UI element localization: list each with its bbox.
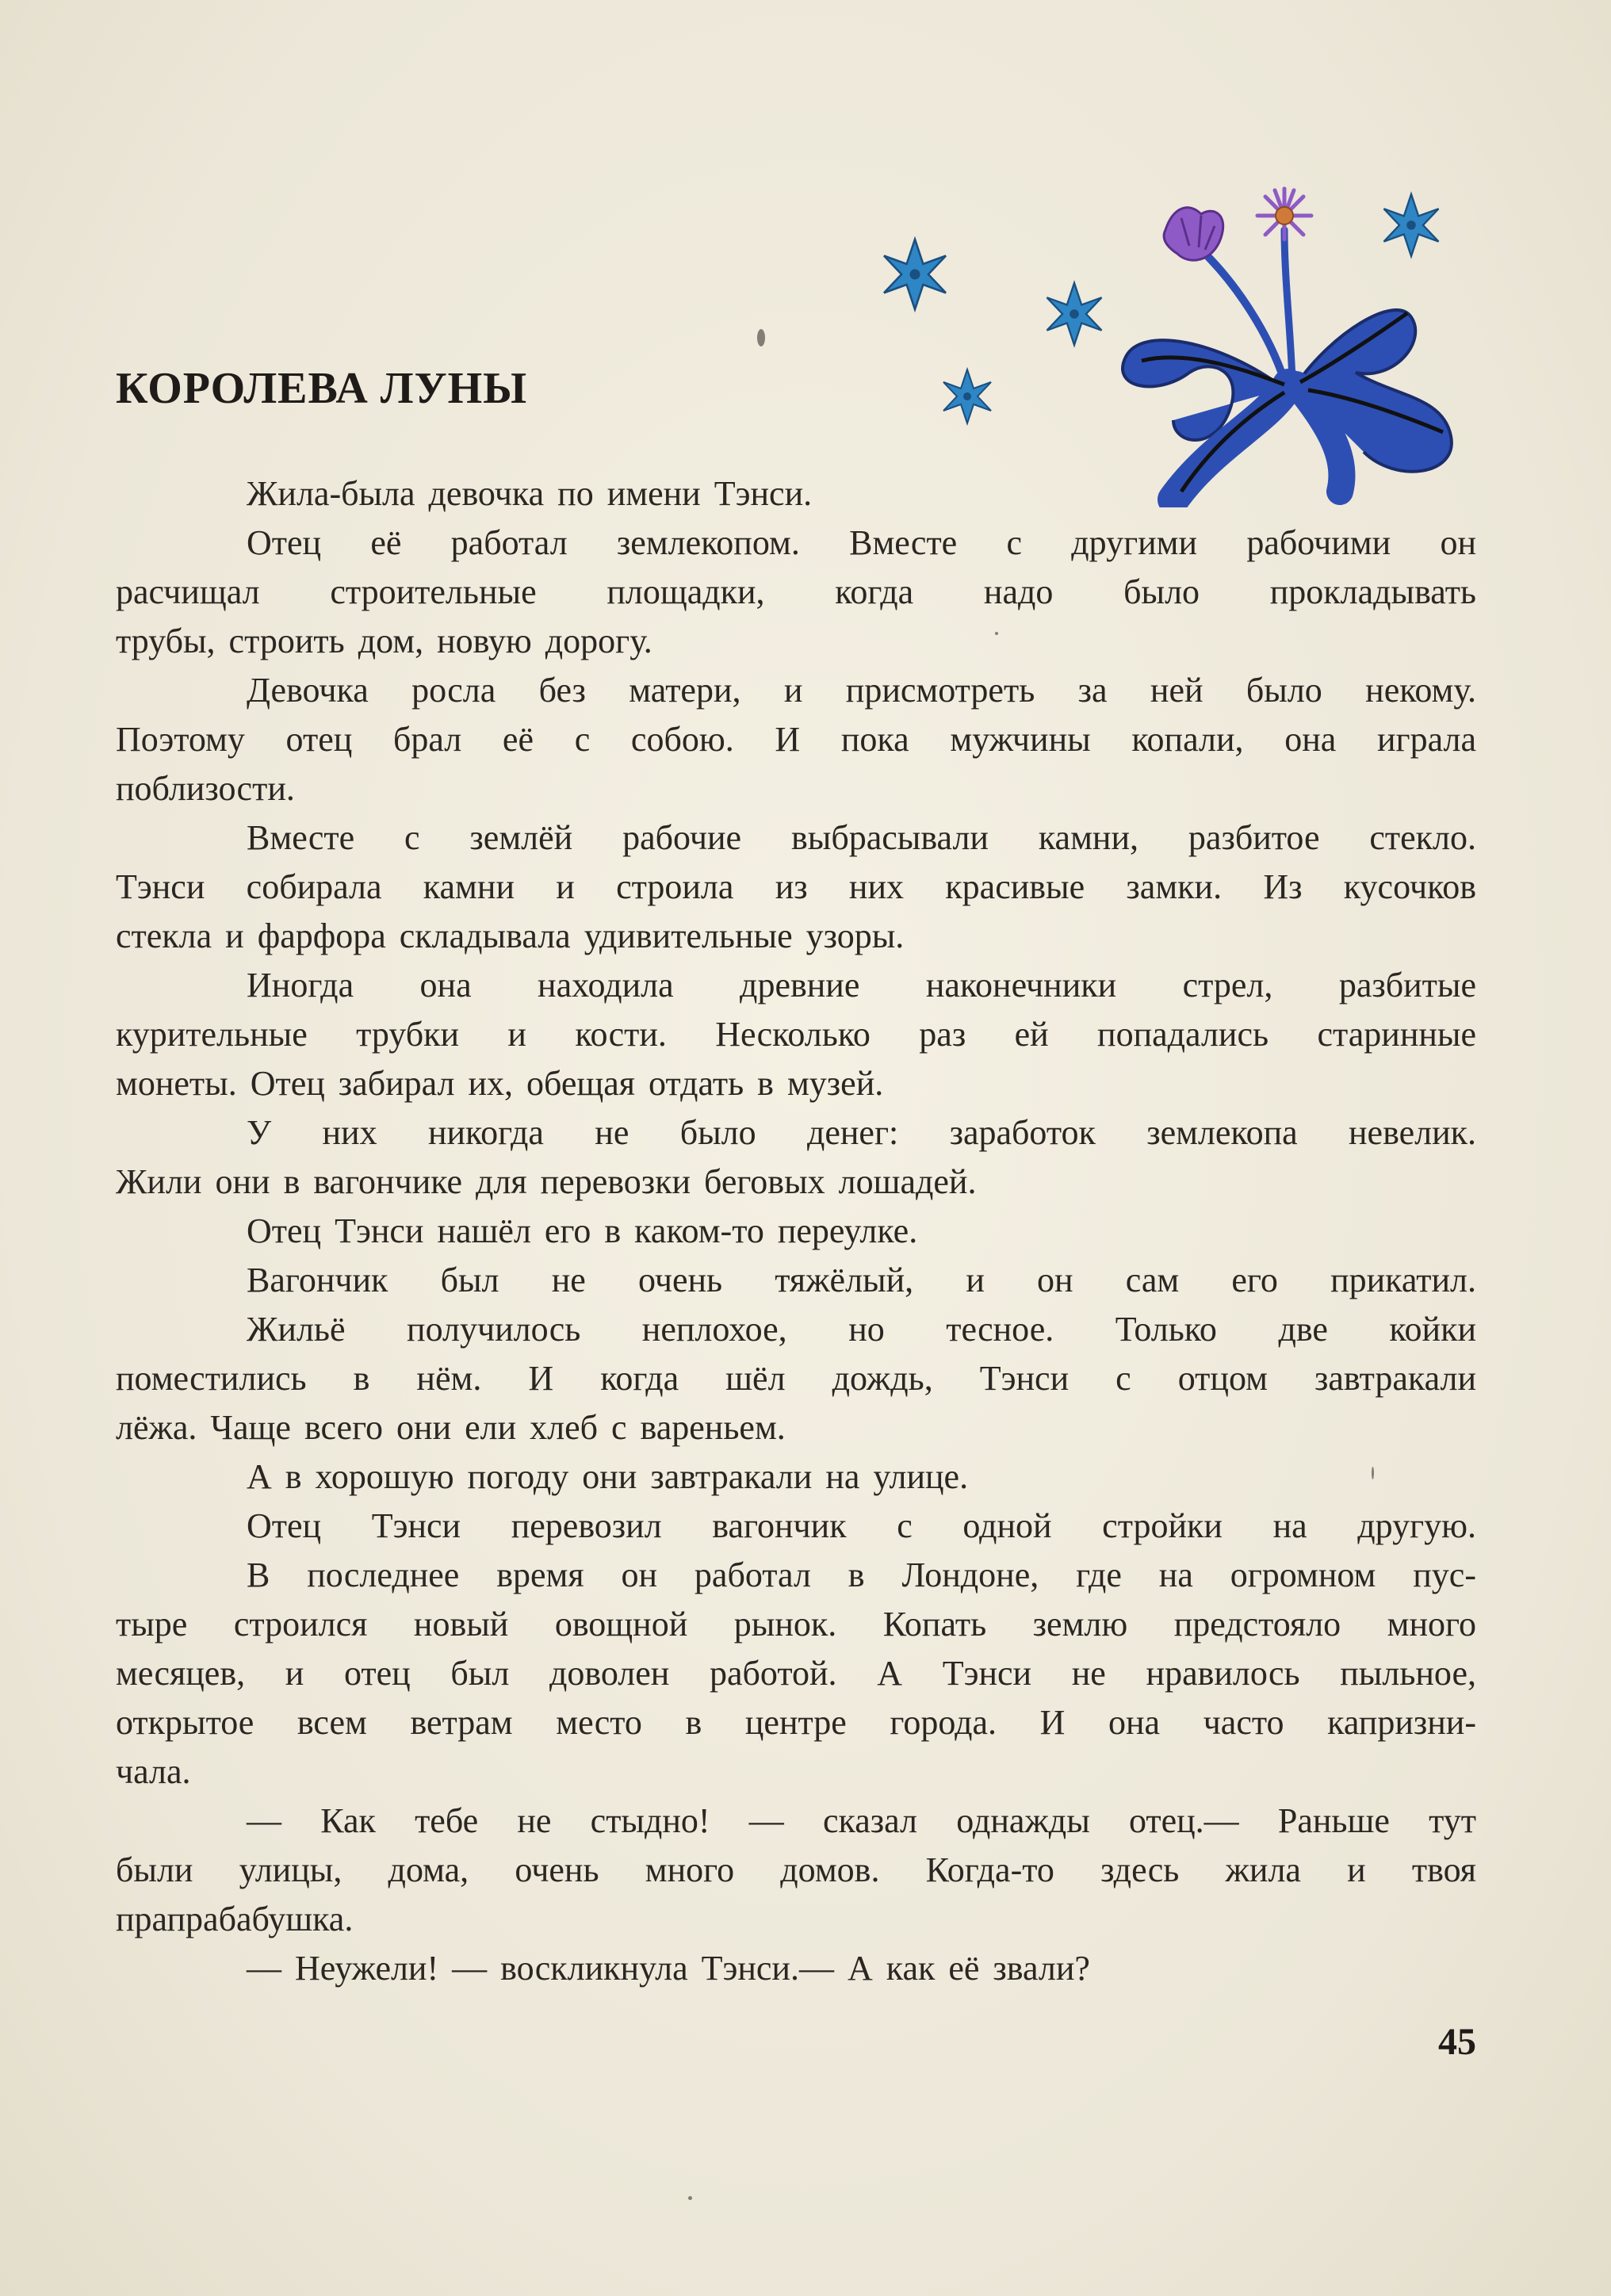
print-speck [1372, 1467, 1374, 1479]
star-icon [1047, 283, 1102, 345]
text-line: были улицы, дома, очень много домов. Когда-то здесь жила и твоя [116, 1850, 1476, 1889]
text-line: Жили они в вагончике для перевозки беговых лошадей. [116, 1162, 977, 1201]
text-line: прапрабабушка. [116, 1900, 354, 1938]
bell-flower-icon [1164, 208, 1223, 260]
star-icon [1384, 194, 1439, 256]
print-speck [757, 329, 765, 346]
text-line: — Неужели! — воскликнула Тэнси.— А как её звали? [247, 1949, 1090, 1988]
text-line: месяцев, и отец был доволен работой. А Тэнси не нравилось пыльное, [116, 1654, 1476, 1693]
star-icon [943, 369, 991, 423]
text-line: А в хорошую погоду они завтракали на улице. [247, 1457, 969, 1496]
text-line: поблизости. [116, 769, 295, 808]
text-line: Тэнси собирала камни и строила из них красивые замки. Из кусочков [116, 867, 1476, 906]
text-line: В последнее время он работал в Лондоне, где на огромном пус- [247, 1556, 1476, 1594]
text-line: Жильё получилось неплохое, но тесное. Только две койки [247, 1310, 1476, 1349]
text-line: Отец её работал землекопом. Вместе с другими рабочими он [247, 523, 1476, 562]
daisy-flower-icon [1257, 189, 1311, 239]
text-line: Вагончик был не очень тяжёлый, и он сам его прикатил. [247, 1261, 1476, 1299]
text-line: Отец Тэнси перевозил вагончик с одной стройки на другую. [247, 1506, 1476, 1545]
flower-and-stars-illustration-icon [840, 159, 1490, 507]
text-line: курительные трубки и кости. Несколько раз ей попадались старинные [116, 1015, 1476, 1054]
text-line: трубы, строить дом, новую дорогу. [116, 622, 652, 660]
print-speck [995, 632, 998, 635]
page-number: 45 [1438, 2021, 1476, 2063]
text-line: чала. [116, 1752, 191, 1791]
text-line: поместились в нём. И когда шёл дождь, Тэнси с отцом завтракали [116, 1359, 1476, 1398]
text-line: лёжа. Чаще всего они ели хлеб с вареньем. [116, 1408, 786, 1447]
text-line: У них никогда не было денег: заработок землекопа невелик. [247, 1113, 1476, 1152]
text-line: монеты. Отец забирал их, обещая отдать в музей. [116, 1064, 884, 1103]
star-icon [884, 239, 946, 309]
text-line: — Как тебе не стыдно! — сказал однажды отец.— Раньше тут [247, 1801, 1476, 1840]
text-line: тыре строился новый овощной рынок. Копать землю предстояло много [116, 1605, 1476, 1644]
text-line: Вместе с землёй рабочие выбрасывали камни, разбитое стекло. [247, 818, 1476, 857]
story-text [116, 469, 1476, 1993]
text-line: Жила-была девочка по имени Тэнси. [247, 474, 813, 513]
text-line: Отец Тэнси нашёл его в каком-то переулке. [247, 1211, 918, 1250]
text-line: открытое всем ветрам место в центре города. И она часто капризни- [116, 1703, 1476, 1742]
text-line: расчищал строительные площадки, когда надо было прокладывать [116, 572, 1476, 611]
text-line: стекла и фарфора складывала удивительные узоры. [116, 916, 905, 955]
text-line: Поэтому отец брал её с собою. И пока мужчины копали, она играла [116, 720, 1476, 759]
text-line: Иногда она находила древние наконечники стрел, разбитые [247, 966, 1476, 1004]
print-speck [688, 2196, 692, 2200]
text-line: Девочка росла без матери, и присмотреть за ней было некому. [247, 671, 1476, 710]
chapter-title: КОРОЛЕВА ЛУНЫ [116, 364, 528, 413]
